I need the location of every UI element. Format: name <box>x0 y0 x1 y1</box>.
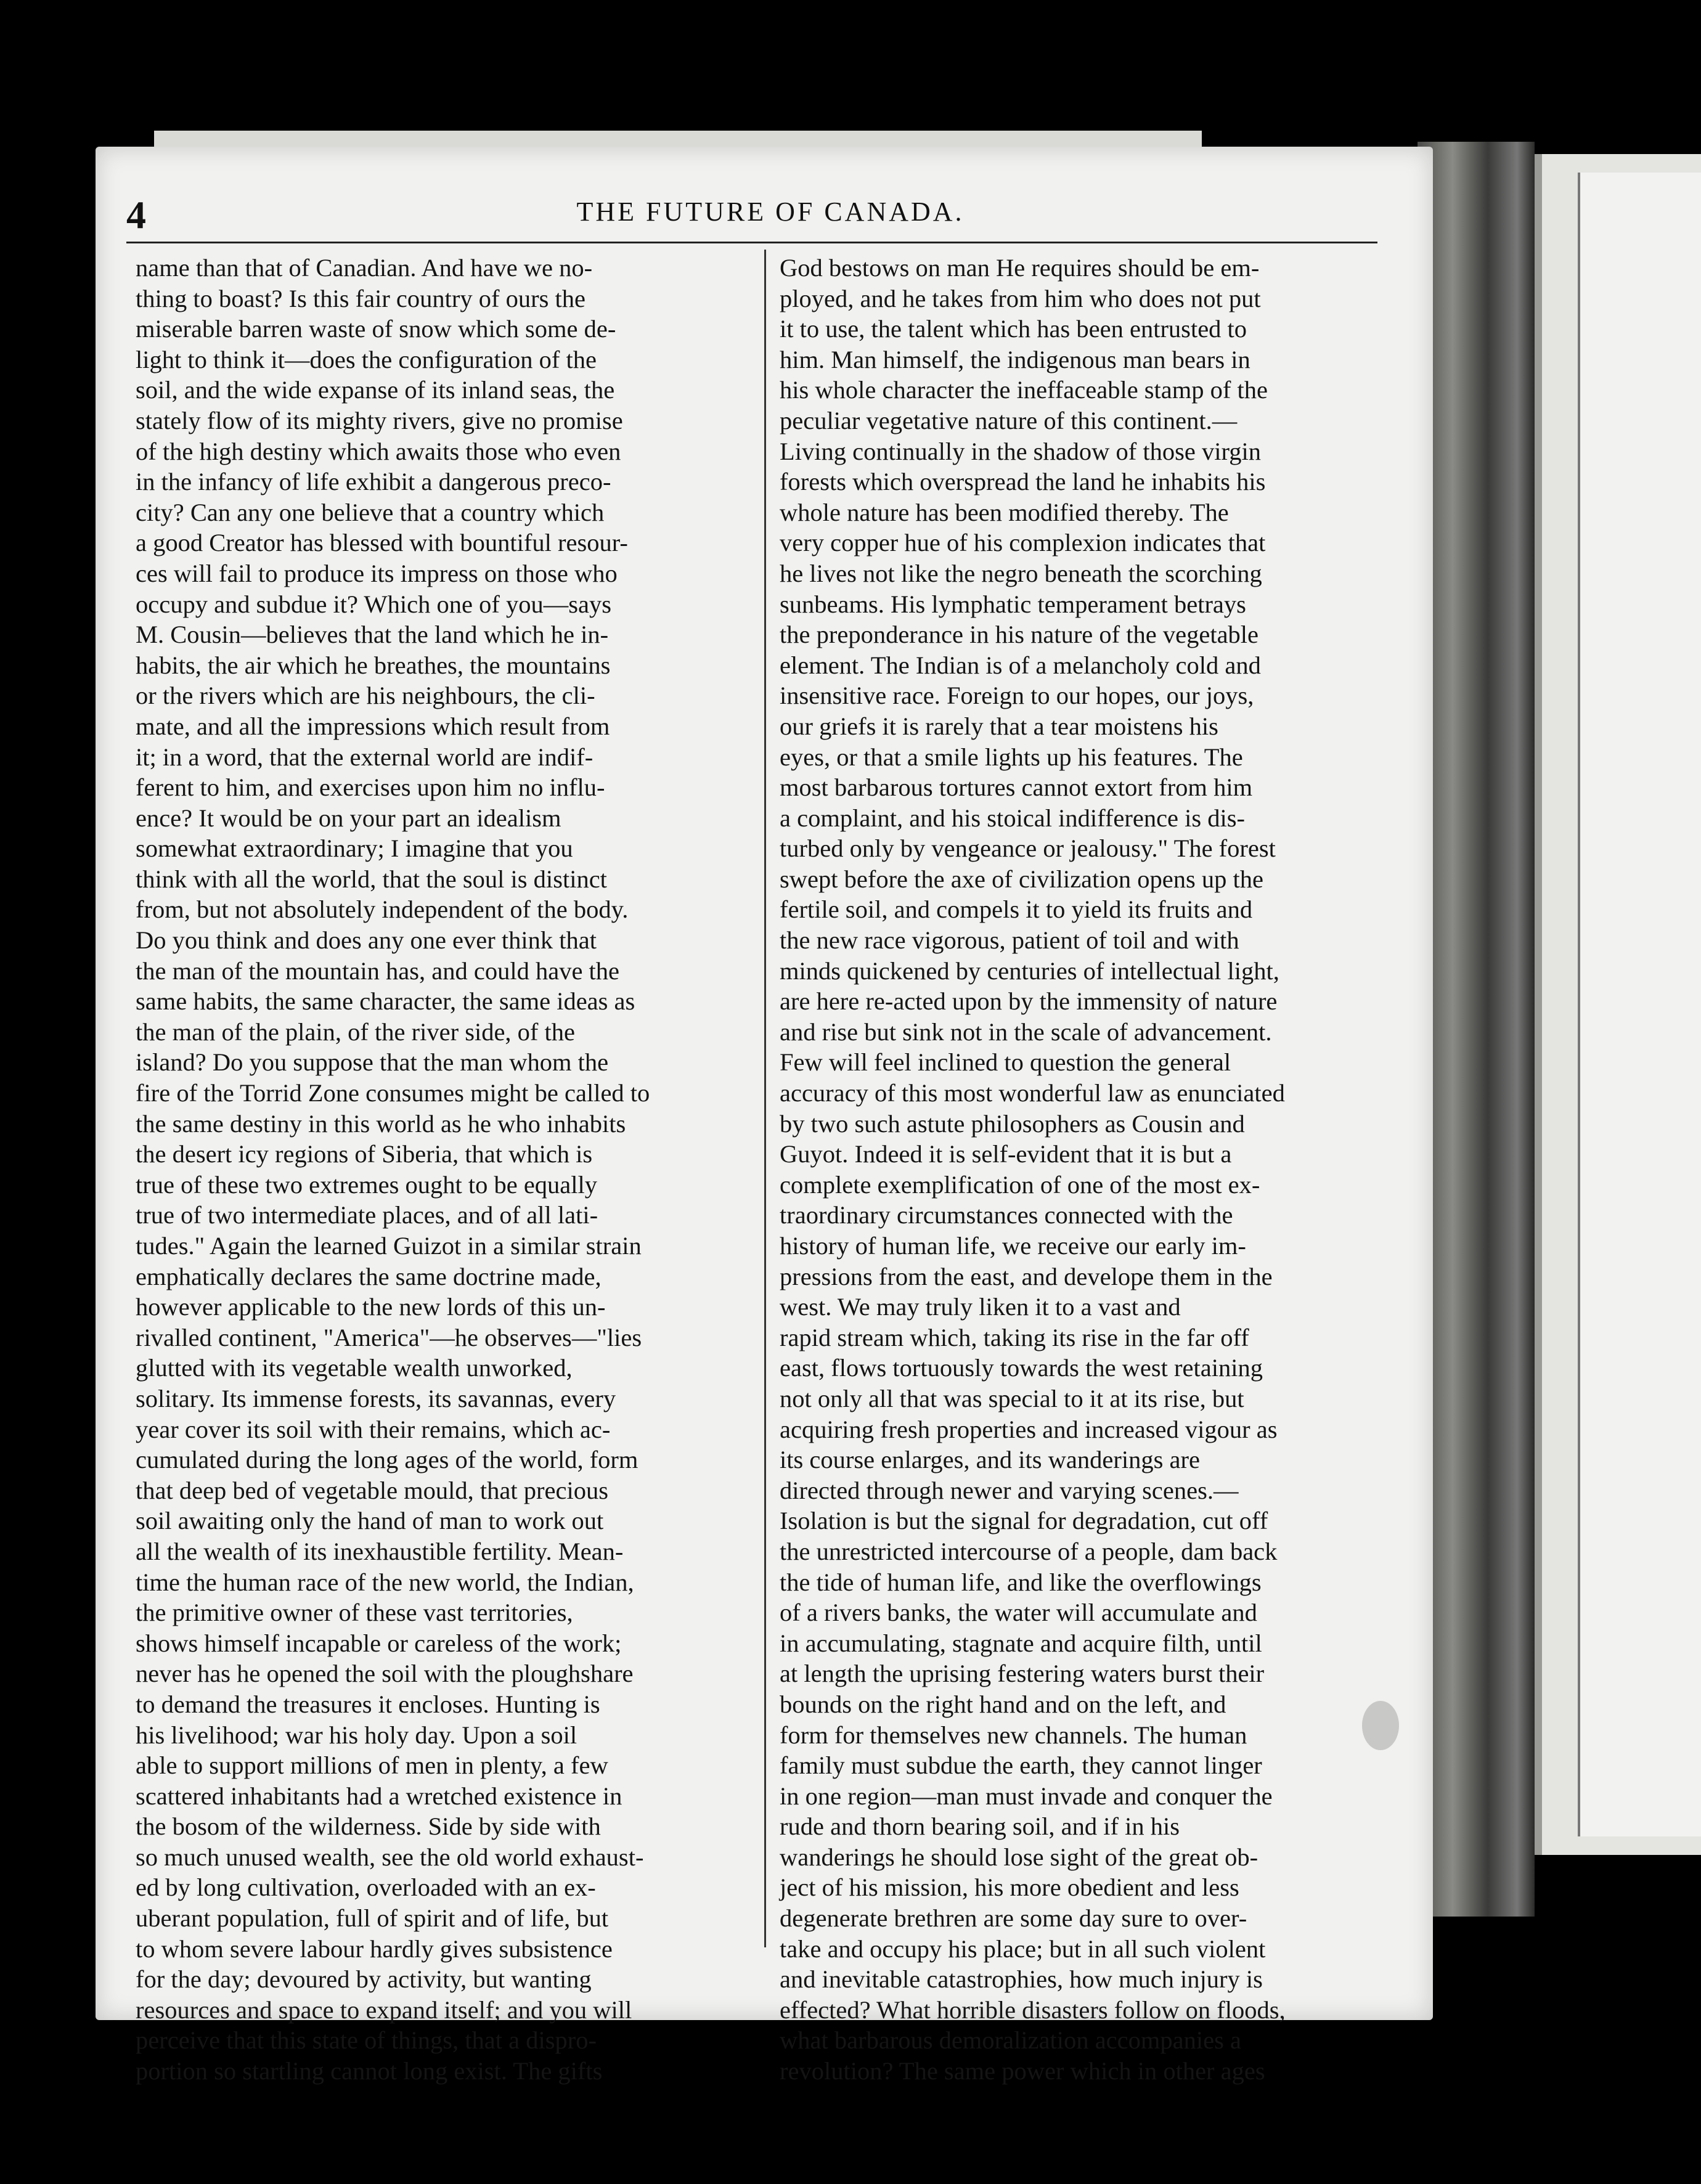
header-rule <box>126 242 1377 243</box>
column-divider <box>764 250 766 1947</box>
adjacent-page <box>1578 173 1701 1836</box>
text-column-right: God bestows on man He requires should be em- ployed, and he takes from him who does not put it to use, the talent which has been entrusted to him. Man himself, the indigenous man bears in his whole character the ineffaceable stamp of the peculiar vegetative nature of this continent.— Living continually in the shadow of those virgin forests which overspread the land he inhabits his whole nature has been modified thereby. The very copper hue of his complexion indicates that he lives not like the negro beneath the scorching sunbeams. His lymphatic temperament betrays the preponderance in his nature of the vegetable element. The Indian is of a melancholy cold and insensitive race. Foreign to our hopes, our joys, our griefs it is rarely that a tear moistens his eyes, or that a smile lights up his features. The most barbarous tortures cannot extort from him a complaint, and his stoical indifference is dis- turbed only by vengeance or jealousy." The forest swept before the axe of civilization opens up the fertile soil, and compels it to yield its fruits and the new race vigorous, patient of toil and with minds quickened by centuries of intellectual light, are here re-acted upon by the immensity of nature and rise but sink not in the scale of advancement. Few will feel inclined to question the general accuracy of this most wonderful law as enunciated by two such astute philosophers as Cousin and Guyot. Indeed it is self-evident that it is but a complete exemplification of one of the most ex- traordinary circumstances connected with the history of human life, we receive our early im- pressions from the east, and develope them in the west. We may truly liken it to a vast and rapid stream which, taking its rise in the far off east, flows tortuously towards the west retaining not only all that was special to it at its rise, but acquiring fresh properties and increased vigour as its course enlarges, and its wanderings are directed through newer and varying scenes.— Isolation is but the signal for degradation, cut off the unrestricted intercourse of a people, dam back the tide of human life, and like the overflowings of a rivers banks, the water will accumulate and in accumulating, stagnate and acquire filth, until at length the uprising festering waters burst their bounds on the right hand and on the left, and form for themselves new channels. The human family must subdue the earth, they cannot linger in one region—man must invade and conquer the rude and thorn bearing soil, and if in his wanderings he should lose sight of the great ob- ject of his mission, his more obedient and less degenerate brethren are some day sure to over- take and occupy his place; but in all such violent and inevitable catastrophies, how much injury is effected? What horrible disasters follow on floods, what barbarous demoralization accompanies a revolution? The same power which in other ages <box>780 254 1286 2085</box>
running-title: THE FUTURE OF CANADA. <box>576 197 965 227</box>
page-number: 4 <box>126 193 146 237</box>
text-column-left: name than that of Canadian. And have we no- thing to boast? Is this fair country of ours the miserable barren waste of snow which some de- light to think it—does the configuration of the soil, and the wide expanse of its inland seas, the stately flow of its mighty rivers, give no promise of the high destiny which awaits those who even in the infancy of life exhibit a dangerous preco- city? Can any one believe that a country which a good Creator has blessed with bountiful resour- ces will fail to produce its impress on those who occupy and subdue it? Which one of you—says M. Cousin—believes that the land which he in- habits, the air which he breathes, the mountains or the rivers which are his neighbours, the cli- mate, and all the impressions which result from it; in a word, that the external world are indif- ferent to him, and exercises upon him no influ- ence? It would be on your part an idealism somewhat extraordinary; I imagine that you think with all the world, that the soul is distinct from, but not absolutely independent of the body. Do you think and does any one ever think that the man of the mountain has, and could have the same habits, the same character, the same ideas as the man of the plain, of the river side, of the island? Do you suppose that the man whom the fire of the Torrid Zone consumes might be called to the same destiny in this world as he who inhabits the desert icy regions of Siberia, that which is true of these two extremes ought to be equally true of two intermediate places, and of all lati- tudes." Again the learned Guizot in a similar strain emphatically declares the same doctrine made, however applicable to the new lords of this un- rivalled continent, "America"—he observes—"lies glutted with its vegetable wealth unworked, solitary. Its immense forests, its savannas, every year cover its soil with their remains, which ac- cumulated during the long ages of the world, form that deep bed of vegetable mould, that precious soil awaiting only the hand of man to work out all the wealth of its inexhaustible fertility. Mean- time the human race of the new world, the Indian, the primitive owner of these vast territories, shows himself incapable or careless of the work; never has he opened the soil with the ploughshare to demand the treasures it encloses. Hunting is his livelihood; war his holy day. Upon a soil able to support millions of men in plenty, a few scattered inhabitants had a wretched existence in the bosom of the wilderness. Side by side with so much unused wealth, see the old world exhaust- ed by long cultivation, overloaded with an ex- uberant population, full of spirit and of life, but to whom severe labour hardly gives subsistence for the day; devoured by activity, but wanting resources and space to expand itself; and you will perceive that this state of things, that a dispro- portion so startling cannot long exist. The gifts <box>136 254 650 2085</box>
book-binding <box>1418 142 1535 1917</box>
ink-stain <box>1362 1701 1399 1750</box>
